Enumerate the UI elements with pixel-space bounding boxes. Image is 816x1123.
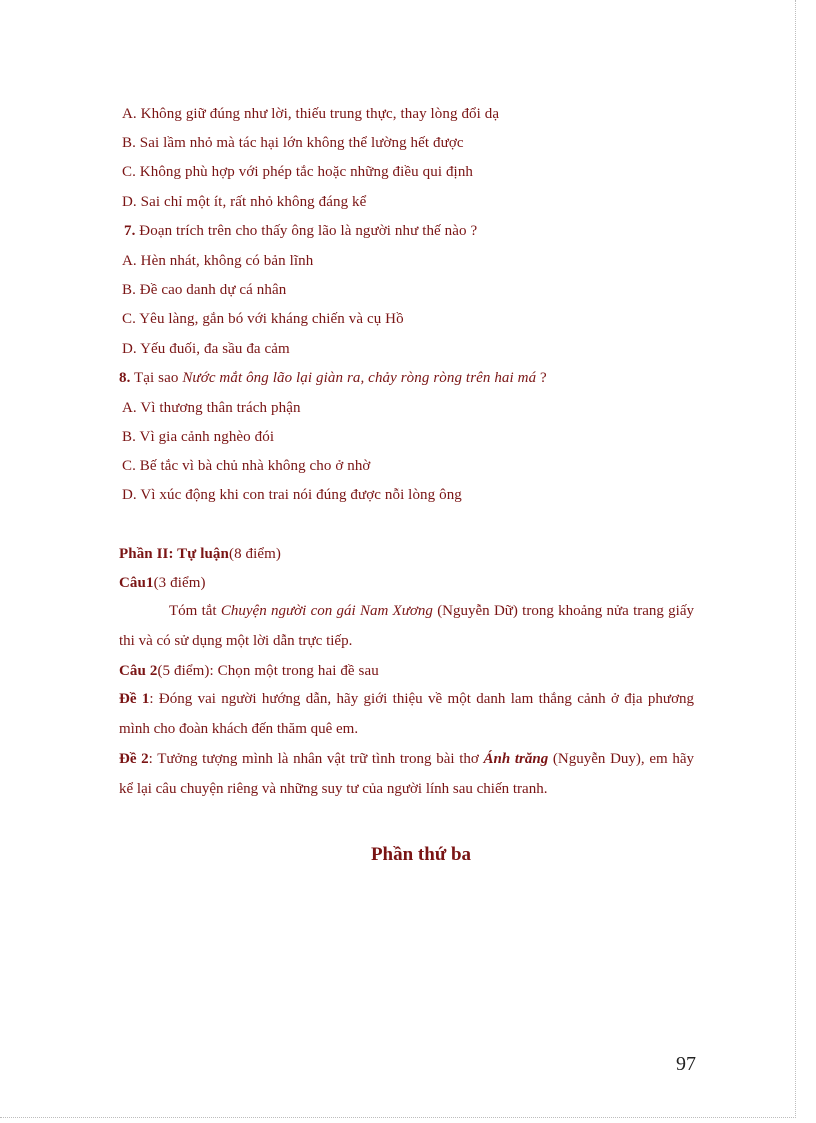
q6-option-c: C. Không phù hợp với phép tắc hoặc những điều qui định: [122, 164, 474, 180]
question-8: [119, 368, 547, 388]
question-8-prefix: Tại sao: [130, 370, 183, 386]
q8-option-d: D. Vì xúc động khi con trai nói đúng được nỗi lòng ông: [122, 487, 462, 503]
q6-option-a: A. Không giữ đúng như lời, thiếu trung thực, thay lòng đổi dạ: [122, 106, 500, 122]
de1-label: Đề 1: [119, 691, 150, 707]
q7-option-a: A. Hèn nhát, không có bản lĩnh: [122, 253, 314, 269]
cau1-text-before: Tóm tắt: [169, 603, 221, 619]
de2-paragraph: [119, 745, 694, 804]
part2-heading: [119, 544, 281, 564]
q7-option-b: B. Đề cao danh dự cá nhân: [122, 282, 287, 298]
part2-title: Phần II: Tự luận: [119, 546, 229, 562]
q6-option-d: D. Sai chỉ một ít, rất nhỏ không đáng kể: [122, 194, 367, 210]
question-8-number: 8.: [119, 370, 131, 386]
cau2-label: Câu 2: [119, 663, 158, 679]
question-7-number: 7.: [124, 223, 136, 239]
cau2-heading: [119, 661, 379, 681]
part2-points: (8 điểm): [228, 546, 282, 562]
cau1-paragraph: [119, 597, 694, 656]
de2-label: Đề 2: [119, 751, 149, 767]
question-8-quote: Nước mắt ông lão lại giàn ra, chảy ròng ròng trên hai má: [182, 370, 537, 386]
cau1-text-after: (Nguyễn Dữ) trong khoảng nửa trang giấy thi và có sử dụng một lời dẫn trực tiếp.: [119, 603, 695, 649]
de1-text: : Đóng vai người hướng dẫn, hãy giới thiệu về một danh lam thắng cảnh ở địa phương mình cho đoàn khách đến thăm quê em.: [119, 691, 694, 737]
section-title: Phần thứ ba: [370, 844, 472, 865]
cau2-text: (5 điểm): Chọn một trong hai đề sau: [157, 663, 379, 679]
q7-option-d: D. Yếu đuối, đa sầu đa cảm: [122, 341, 290, 357]
q6-option-b: B. Sai lầm nhỏ mà tác hại lớn không thể lường hết được: [122, 135, 464, 151]
cau1-points: (3 điểm): [153, 575, 206, 591]
de2-text-before: : Tưởng tượng mình là nhân vật trữ tình trong bài thơ: [148, 751, 484, 767]
question-7-text: Đoạn trích trên cho thấy ông lão là người như thế nào ?: [135, 223, 478, 239]
cau1-story-title: Chuyện người con gái Nam Xương: [220, 603, 433, 619]
question-7: [124, 221, 477, 241]
q8-option-c: C. Bế tắc vì bà chủ nhà không cho ở nhờ: [122, 458, 371, 474]
question-8-suffix: ?: [536, 370, 547, 386]
page-number: 97: [676, 1053, 696, 1075]
de1-paragraph: [119, 685, 694, 744]
cau1-heading: [119, 573, 206, 593]
q7-option-c: C. Yêu làng, gắn bó với kháng chiến và cụ Hồ: [122, 311, 404, 327]
cau1-label: Câu1: [119, 575, 154, 591]
de2-text-after: (Nguyễn Duy), em hãy kể lại câu chuyện riêng và những suy tư của người lính sau chiến tranh.: [119, 751, 694, 797]
q8-option-b: B. Vì gia cảnh nghèo đói: [122, 429, 275, 445]
de2-poem-title: Ánh trăng: [483, 751, 549, 767]
q8-option-a: A. Vì thương thân trách phận: [122, 400, 301, 416]
